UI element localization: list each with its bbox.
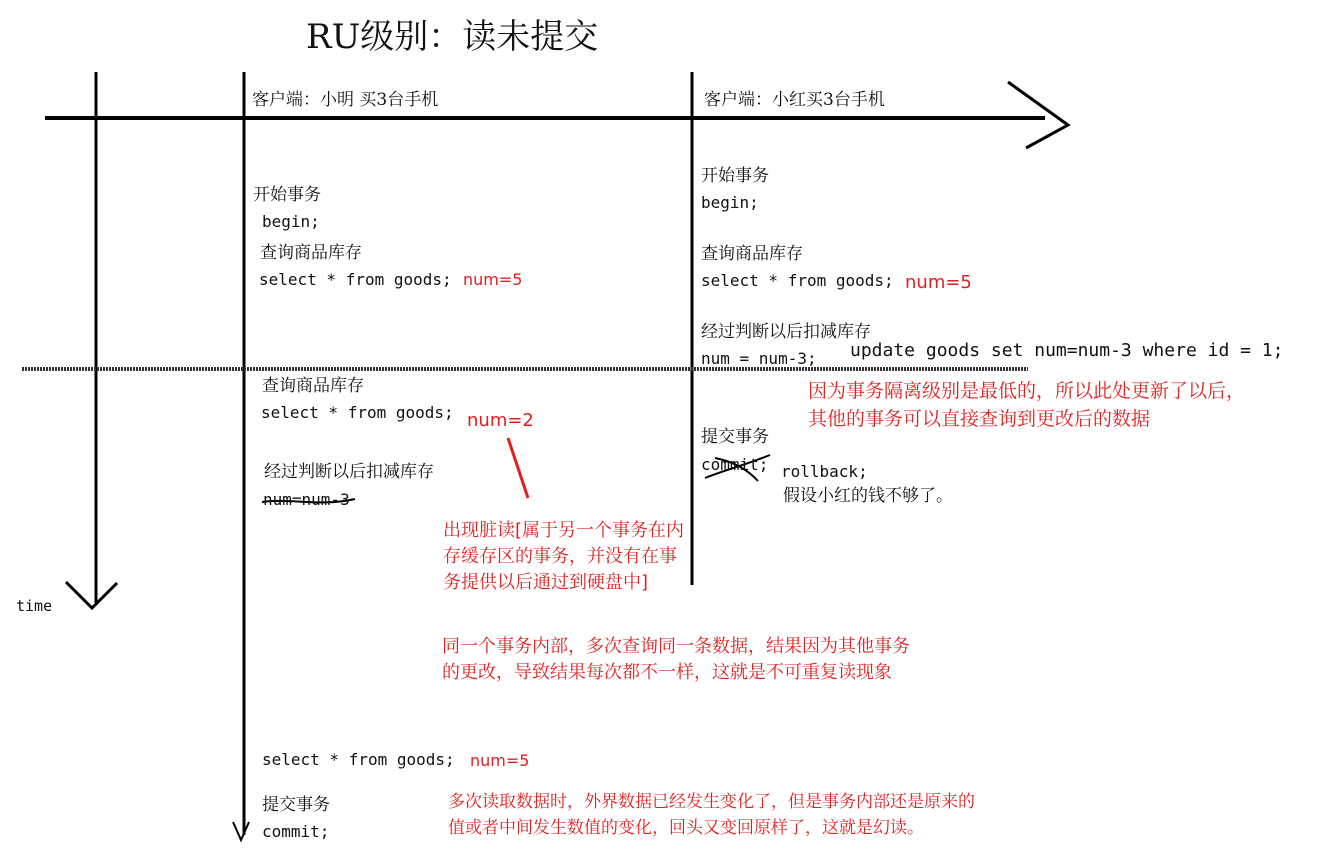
time-axis-arrowhead	[66, 582, 117, 608]
page-title: RU级别：读未提交	[306, 17, 599, 57]
ming-query3-result: num=5	[470, 751, 530, 770]
header-axis-arrowhead	[1008, 82, 1068, 148]
ming-deduct-sql: num=num-3	[263, 490, 350, 509]
ming-column-arrowhead	[233, 822, 249, 840]
phantom-read-note-line2: 值或者中间发生数值的变化，回头又变回原样了，这就是幻读。	[448, 818, 924, 838]
hong-query-result: num=5	[905, 272, 972, 293]
time-axis-label: time	[16, 597, 53, 615]
phantom-read-note-line1: 多次读取数据时，外界数据已经发生变化了，但是事务内部还是原来的	[448, 792, 975, 812]
hong-begin-label: 开始事务	[701, 166, 769, 186]
hong-deduct-label: 经过判断以后扣减库存	[701, 322, 871, 342]
non-repeatable-read-note: 同一个事务内部，多次查询同一条数据，结果因为其他事务的更改，导致结果每次都不一样，这就是不可重复读现象	[442, 636, 910, 683]
hong-commit-sql: commit;	[701, 455, 769, 474]
hong-update-sql: update goods set num=num-3 where id = 1;	[850, 340, 1284, 361]
ming-query1-label: 查询商品库存	[260, 243, 362, 263]
ming-query2-label: 查询商品库存	[262, 376, 364, 396]
ming-begin-sql: begin;	[262, 212, 320, 231]
ming-query1-result: num=5	[463, 270, 523, 289]
hong-deduct-sql: num = num-3;	[701, 349, 817, 368]
hong-column-header: 客户端：小红买3台手机	[704, 90, 885, 110]
ming-query2-result: num=2	[467, 410, 534, 431]
ming-commit-sql: commit;	[262, 822, 330, 841]
ming-commit-label: 提交事务	[262, 795, 330, 815]
ming-query3-sql: select * from goods;	[262, 750, 455, 769]
hong-rollback-note: 假设小红的钱不够了。	[783, 486, 953, 506]
hong-query-sql: select * from goods;	[701, 271, 894, 290]
dirty-read-note: 出现脏读[属于另一个事务在内存缓存区的事务，并没有在事务提供以后通过到硬盘中]	[443, 520, 685, 593]
ming-begin-label: 开始事务	[253, 185, 321, 205]
isolation-note-line2: 其他的事务可以直接查询到更改后的数据	[808, 408, 1151, 430]
hong-query-label: 查询商品库存	[701, 244, 803, 264]
isolation-note-line1: 因为事务隔离级别是最低的，所以此处更新了以后，	[808, 380, 1246, 402]
hong-rollback-sql: rollback;	[781, 462, 868, 481]
ming-query1-sql: select * from goods;	[259, 270, 452, 289]
red-slash-mark	[508, 438, 528, 498]
ming-query2-sql: select * from goods;	[261, 403, 454, 422]
hong-commit-label: 提交事务	[701, 427, 769, 447]
ming-deduct-label: 经过判断以后扣减库存	[264, 462, 434, 482]
ming-column-header: 客户端：小明 买3台手机	[252, 90, 439, 110]
hong-begin-sql: begin;	[701, 193, 759, 212]
